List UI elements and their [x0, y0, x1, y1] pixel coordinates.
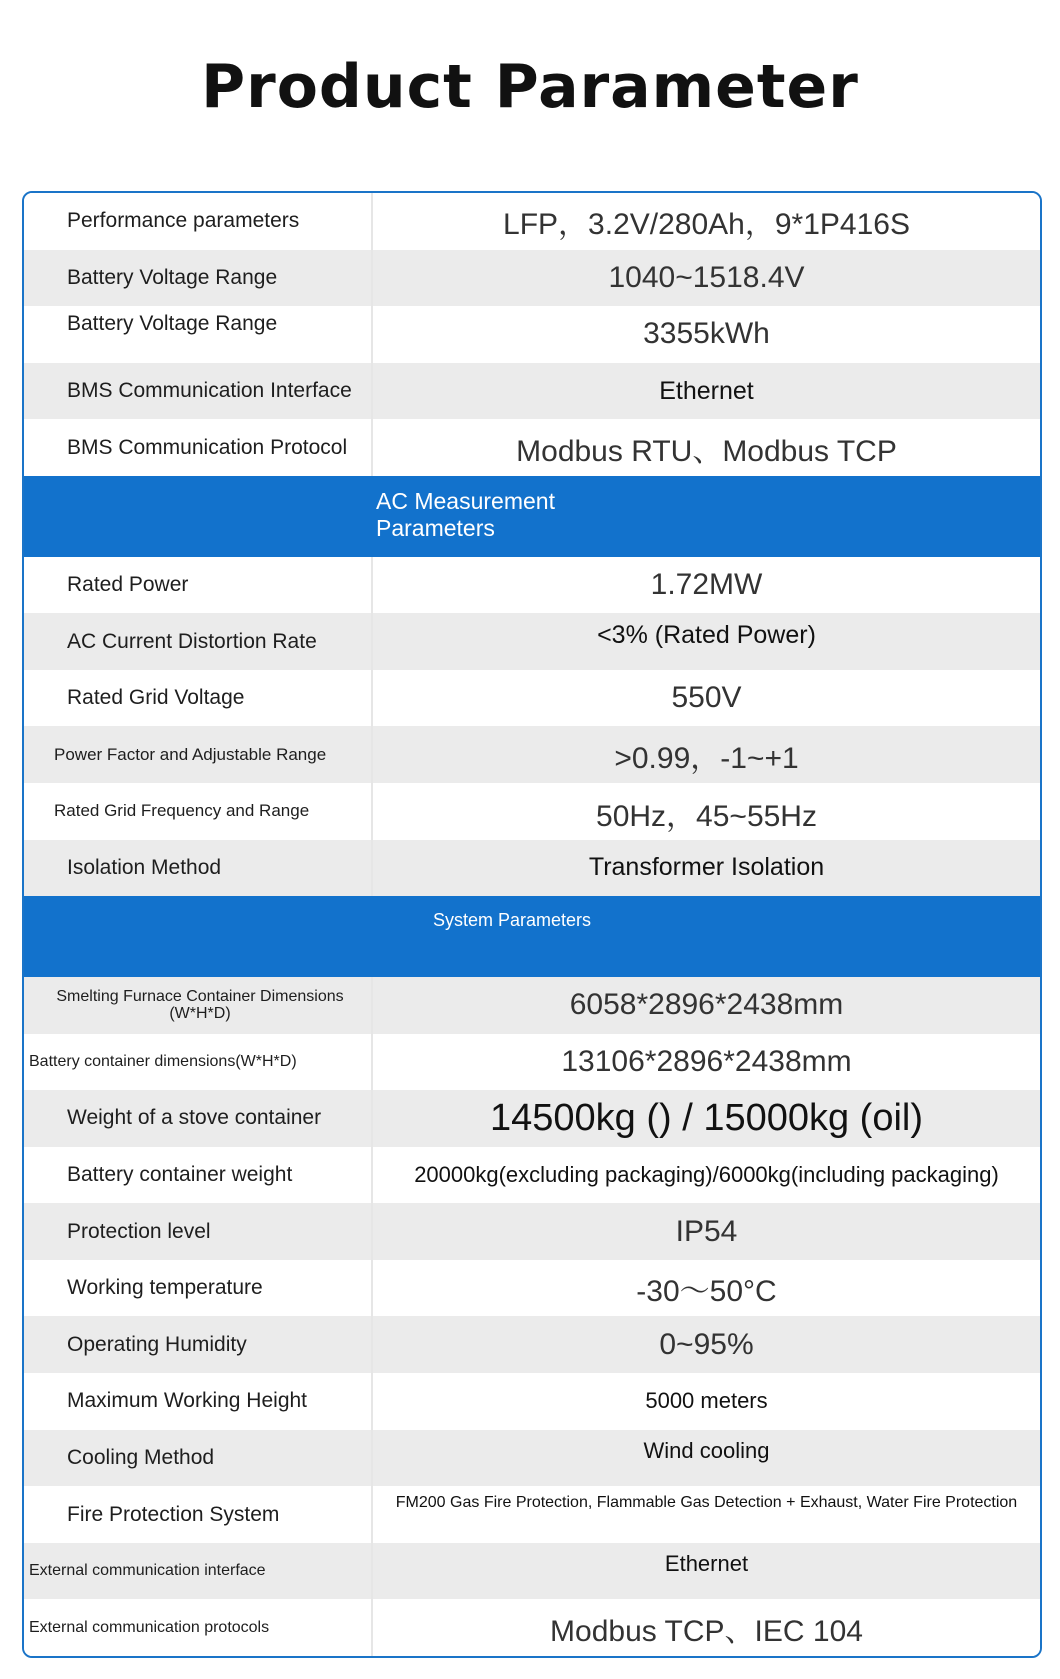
table-row [24, 193, 1040, 250]
param-label: AC Current Distortion Rate [24, 613, 373, 670]
param-label: Smelting Furnace Container Dimensions (W*H*D) [24, 977, 373, 1034]
table-row [24, 1543, 1040, 1600]
param-label: Cooling Method [24, 1430, 373, 1487]
table-row [24, 1430, 1040, 1487]
param-value: 0~95% [659, 1327, 754, 1361]
param-value: Modbus TCP、IEC 104 [550, 1614, 863, 1648]
table-row [24, 1147, 1040, 1204]
table-row [24, 1316, 1040, 1373]
param-label: Maximum Working Height [24, 1373, 373, 1430]
param-value: 20000kg(excluding packaging)/6000kg(including packaging) [414, 1161, 999, 1187]
param-label: Operating Humidity [24, 1316, 373, 1373]
param-label: Performance parameters [24, 193, 373, 250]
param-value: LFP，3.2V/280Ah，9*1P416S [503, 208, 910, 242]
table-row [24, 840, 1040, 897]
param-label: Weight of a stove container [24, 1090, 373, 1147]
table-row [24, 1090, 1040, 1147]
param-value: >0.99，-1~+1 [614, 741, 799, 775]
param-value: 550V [671, 681, 742, 715]
param-value: 5000 meters [645, 1388, 768, 1414]
param-value: 14500kg () / 15000kg (oil) [489, 1096, 924, 1139]
param-label: Battery Voltage Range [24, 306, 373, 363]
param-value: Ethernet [664, 1550, 749, 1576]
table-row [24, 306, 1040, 363]
param-label: Rated Grid Voltage [24, 670, 373, 727]
param-label: Rated Power [24, 557, 373, 614]
section-header-label: System Parameters [432, 910, 592, 931]
param-value: Wind cooling [643, 1437, 770, 1463]
table-row [24, 419, 1040, 476]
param-label: External communication interface [24, 1543, 373, 1600]
param-label: Working temperature [24, 1260, 373, 1317]
param-label: BMS Communication Protocol [24, 419, 373, 476]
param-label: Battery container dimensions(W*H*D) [24, 1034, 373, 1091]
table-row [24, 1260, 1040, 1317]
page-title: Product Parameter [201, 52, 859, 122]
table-row [24, 250, 1040, 307]
param-value: 3355kWh [643, 317, 770, 351]
param-value: <3% (Rated Power) [597, 621, 816, 650]
table-row [24, 1034, 1040, 1091]
table-row [24, 1486, 1040, 1543]
table-row [24, 557, 1040, 614]
param-label: BMS Communication Interface [24, 363, 373, 420]
table-row [24, 783, 1040, 840]
param-value: 1040~1518.4V [608, 260, 805, 294]
table-row [24, 1373, 1040, 1430]
section-header-label: AC Measurement Parameters [376, 487, 555, 541]
param-label: Fire Protection System [24, 1486, 373, 1543]
param-label: Protection level [24, 1203, 373, 1260]
param-label: Battery container weight [24, 1147, 373, 1204]
param-value: 1.72MW [650, 567, 763, 601]
param-label: External communication protocols [24, 1599, 373, 1656]
param-value: FM200 Gas Fire Protection, Flammable Gas Detection + Exhaust, Water Fire Protection [395, 1494, 1018, 1512]
parameter-table [22, 191, 1042, 1658]
param-value: IP54 [675, 1214, 738, 1248]
table-row [24, 670, 1040, 727]
table-row [24, 1203, 1040, 1260]
param-label: Isolation Method [24, 840, 373, 897]
table-row [24, 977, 1040, 1034]
table-row [24, 613, 1040, 670]
param-value: Ethernet [659, 376, 754, 405]
param-value: -30～50°C [636, 1275, 777, 1309]
param-value: 6058*2896*2438mm [569, 988, 844, 1022]
table-row [24, 363, 1040, 420]
section-header [24, 896, 1040, 977]
param-value: Transformer Isolation [588, 853, 825, 882]
section-header [24, 476, 1040, 557]
param-label: Power Factor and Adjustable Range [24, 726, 373, 783]
param-value: 13106*2896*2438mm [561, 1044, 852, 1078]
param-value: 50Hz，45~55Hz [596, 800, 817, 834]
param-label: Battery Voltage Range [24, 250, 373, 307]
param-label: Rated Grid Frequency and Range [24, 783, 373, 840]
table-row [24, 726, 1040, 783]
table-row [24, 1599, 1040, 1656]
param-value: Modbus RTU、Modbus TCP [516, 434, 897, 468]
